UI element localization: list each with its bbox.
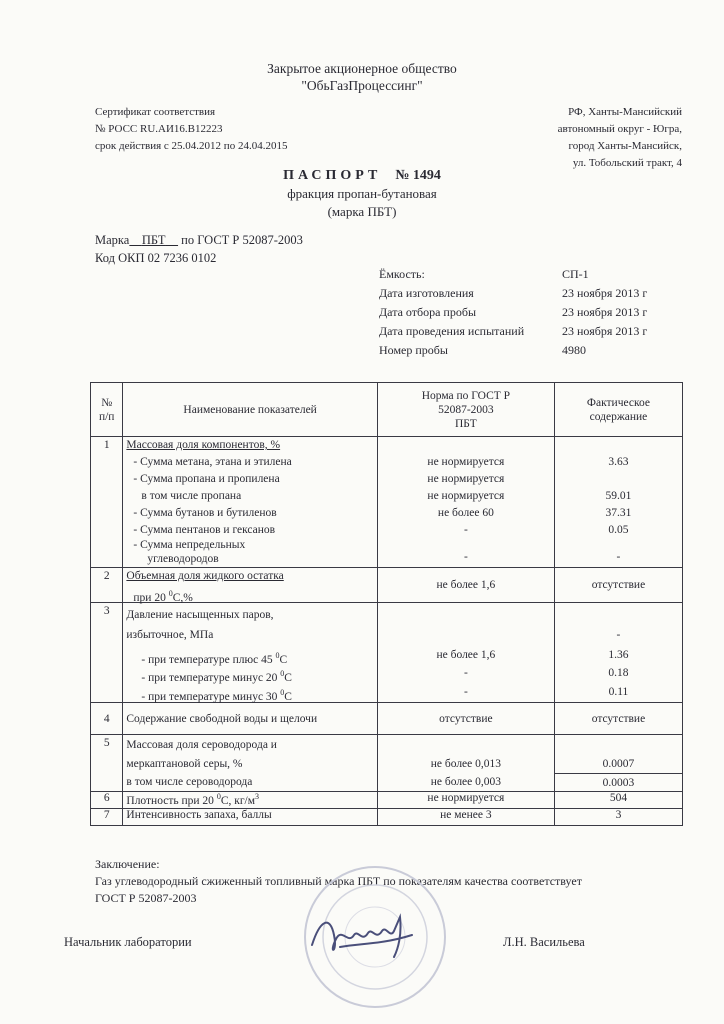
conclusion-text-line2: ГОСТ Р 52087-2003 xyxy=(95,891,197,905)
grade-name: (марка ПБТ) xyxy=(327,204,397,219)
address-line4: ул. Тобольский тракт, 4 xyxy=(572,157,682,169)
info-row: Дата отбора пробы 23 ноября 2013 г xyxy=(379,305,648,319)
col-name-header: Наименование показателей xyxy=(123,383,377,437)
row-name: Давление насыщенных паров, избыточное, МПа - при температуре плюс 45 $^0$С - при температуре минус 20 $^0$С - при температуре минус 30 $^0$С xyxy=(123,603,377,703)
row-norm: отсутствие xyxy=(377,703,554,735)
row-norm: не нормируется xyxy=(377,792,554,809)
col-number-header: № п/п xyxy=(91,383,123,437)
row-name: Содержание свободной воды и щелочи xyxy=(123,703,377,735)
row-norm: не нормируется не нормируется не нормируется не более 60 - - xyxy=(377,437,554,568)
row-actual: отсутствие xyxy=(554,703,682,735)
row-actual: 504 xyxy=(554,792,682,809)
row-number: 3 xyxy=(91,603,123,703)
company-name-line2: "ОбьГазПроцессинг" xyxy=(301,78,423,93)
info-row: Дата изготовления 23 ноября 2013 г xyxy=(379,286,648,300)
passport-title xyxy=(0,168,724,184)
signer-role: Начальник лаборатории xyxy=(64,935,192,949)
certificate-number: № РОСС RU.АИ16.В12223 xyxy=(95,123,223,135)
table-row xyxy=(91,703,683,735)
address-block xyxy=(558,104,682,172)
grade-standard: по ГОСТ Р 52087-2003 xyxy=(181,233,303,247)
row-name: Объемная доля жидкого остатка при 20 $^0$С,% xyxy=(123,568,377,603)
row-name: Плотность при 20 $^0$С, $кг/м^3$ xyxy=(123,792,377,809)
signer-name: Л.Н. Васильева xyxy=(503,935,585,949)
address-line1: РФ, Ханты-Мансийский xyxy=(568,106,682,118)
quality-table xyxy=(90,382,683,826)
grade-prefix: Марка xyxy=(95,233,130,247)
conclusion-text-line1: Газ углеводородный сжиженный топливный марка ПБТ по показателям качества соответствует xyxy=(95,874,582,888)
info-row: Ёмкость: СП-1 xyxy=(379,267,589,281)
okp-code: Код ОКП 02 7236 0102 xyxy=(95,251,217,265)
row-name: Массовая доля сероводорода и меркаптановой серы, % в том числе сероводорода xyxy=(123,735,377,792)
row-norm: не более 1,6 xyxy=(377,568,554,603)
passport-subtitle xyxy=(0,185,724,221)
handwritten-signature-image xyxy=(300,905,430,965)
grade-value: ПБТ xyxy=(141,233,166,247)
company-name-line1: Закрытое акционерное общество xyxy=(267,61,457,76)
row-actual: 3.63 59.01 37.31 0.05 - xyxy=(554,437,682,568)
table-row xyxy=(91,792,683,809)
row-actual: отсутствие xyxy=(554,568,682,603)
table-row xyxy=(91,568,683,603)
info-row: Номер пробы 4980 xyxy=(379,343,586,357)
row-name: Интенсивность запаха, баллы xyxy=(123,809,377,826)
row-actual: 3 xyxy=(554,809,682,826)
passport-number: № 1494 xyxy=(395,168,441,183)
row-number: 4 xyxy=(91,703,123,735)
grade-block xyxy=(95,231,303,267)
row-actual: - 1.36 0.18 0.11 xyxy=(554,603,682,703)
table-row xyxy=(91,735,683,792)
address-line3: город Ханты-Мансийск, xyxy=(568,140,682,152)
certificate-line1: Сертификат соответствия xyxy=(95,106,216,118)
row-name: Массовая доля компонентов, % - Сумма метана, этана и этилена - Сумма пропана и пропилена в том числе пропана - Сумма бутанов и бутиленов - Сумма пентанов и гексанов - Сумма непредельных углеводородов xyxy=(123,437,377,568)
address-line2: автономный округ - Югра, xyxy=(557,123,682,135)
col-norm-header: Норма по ГОСТ Р 52087-2003 ПБТ xyxy=(377,383,554,437)
table-row xyxy=(91,603,683,703)
row-norm: не более 0,013 не более 0,003 xyxy=(377,735,554,792)
row-norm: не менее 3 xyxy=(377,809,554,826)
passport-word: ПАСПОРТ xyxy=(283,168,382,183)
certificate-block xyxy=(95,104,287,155)
certificate-validity: срок действия с 25.04.2012 по 24.04.2015 xyxy=(95,140,288,152)
col-actual-header: Фактическое содержание xyxy=(554,383,682,437)
conclusion-label: Заключение: xyxy=(95,857,160,871)
table-row xyxy=(91,809,683,826)
row-number: 1 xyxy=(91,437,123,568)
row-actual: 0.0007 0.0003 xyxy=(554,735,682,792)
row-norm: не более 1,6 - - xyxy=(377,603,554,703)
table-header xyxy=(91,383,683,437)
table-row xyxy=(91,437,683,568)
row-number: 6 xyxy=(91,792,123,809)
info-row: Дата проведения испытаний 23 ноября 2013 г xyxy=(379,324,648,338)
row-number: 2 xyxy=(91,568,123,603)
row-number: 7 xyxy=(91,809,123,826)
row-number: 5 xyxy=(91,735,123,792)
sample-info xyxy=(379,265,647,360)
fraction-name: фракция пропан-бутановая xyxy=(287,186,437,201)
